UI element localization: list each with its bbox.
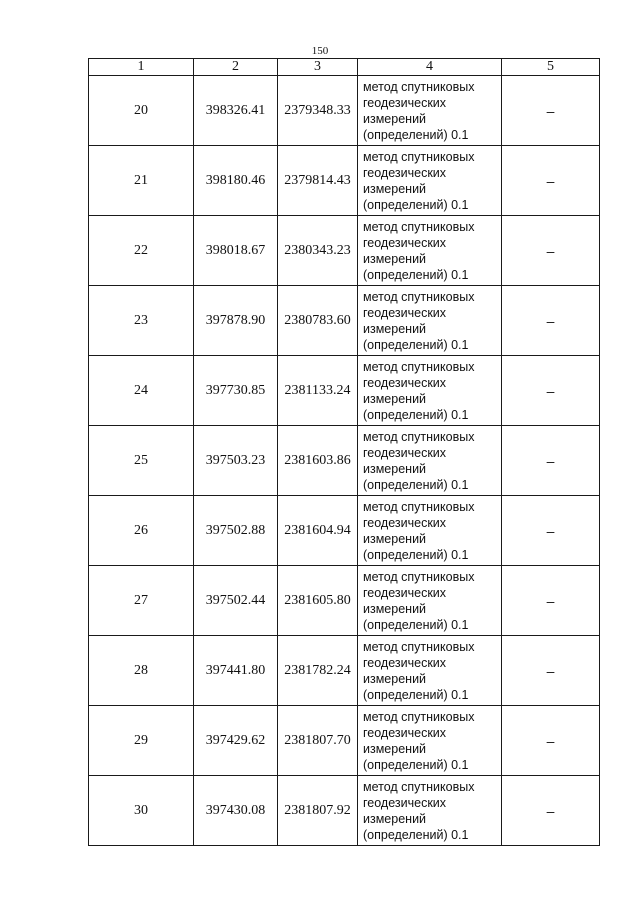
table-row bbox=[89, 356, 600, 426]
method-line: метод спутниковых bbox=[363, 219, 475, 234]
y-coordinate-cell: 2381604.94 bbox=[278, 496, 358, 566]
table-row bbox=[89, 706, 600, 776]
method-line: метод спутниковых bbox=[363, 429, 475, 444]
method-cell bbox=[358, 496, 502, 566]
table-row bbox=[89, 426, 600, 496]
method-line: измерений bbox=[363, 531, 427, 546]
method-line: (определений) 0.1 bbox=[363, 617, 469, 632]
x-coordinate-cell: 397430.08 bbox=[194, 776, 278, 846]
method-line: геодезических bbox=[363, 725, 447, 740]
column-header: 3 bbox=[278, 59, 358, 76]
method-line: геодезических bbox=[363, 795, 447, 810]
method-cell bbox=[358, 706, 502, 776]
method-cell bbox=[358, 636, 502, 706]
method-line: (определений) 0.1 bbox=[363, 127, 469, 142]
x-coordinate-cell: 397730.85 bbox=[194, 356, 278, 426]
method-line: метод спутниковых bbox=[363, 359, 475, 374]
x-coordinate-cell: 398180.46 bbox=[194, 146, 278, 216]
method-line: метод спутниковых bbox=[363, 499, 475, 514]
table-row bbox=[89, 76, 600, 146]
point-number-cell: 27 bbox=[89, 566, 194, 636]
note-cell: – bbox=[502, 356, 600, 426]
method-line: (определений) 0.1 bbox=[363, 687, 469, 702]
point-number-cell: 22 bbox=[89, 216, 194, 286]
point-number-cell: 21 bbox=[89, 146, 194, 216]
note-cell: – bbox=[502, 286, 600, 356]
y-coordinate-cell: 2379348.33 bbox=[278, 76, 358, 146]
note-cell: – bbox=[502, 636, 600, 706]
method-cell bbox=[358, 426, 502, 496]
method-cell bbox=[358, 216, 502, 286]
note-cell: – bbox=[502, 566, 600, 636]
y-coordinate-cell: 2381603.86 bbox=[278, 426, 358, 496]
note-cell: – bbox=[502, 76, 600, 146]
y-coordinate-cell: 2381605.80 bbox=[278, 566, 358, 636]
method-line: измерений bbox=[363, 321, 427, 336]
method-cell bbox=[358, 76, 502, 146]
method-line: измерений bbox=[363, 391, 427, 406]
method-cell bbox=[358, 356, 502, 426]
table-header-row bbox=[89, 59, 600, 76]
method-line: геодезических bbox=[363, 515, 447, 530]
x-coordinate-cell: 398326.41 bbox=[194, 76, 278, 146]
method-line: геодезических bbox=[363, 655, 447, 670]
method-line: измерений bbox=[363, 741, 427, 756]
method-line: (определений) 0.1 bbox=[363, 827, 469, 842]
y-coordinate-cell: 2380783.60 bbox=[278, 286, 358, 356]
method-line: (определений) 0.1 bbox=[363, 477, 469, 492]
point-number-cell: 24 bbox=[89, 356, 194, 426]
method-line: метод спутниковых bbox=[363, 289, 475, 304]
method-cell bbox=[358, 566, 502, 636]
y-coordinate-cell: 2381782.24 bbox=[278, 636, 358, 706]
point-number-cell: 25 bbox=[89, 426, 194, 496]
method-line: метод спутниковых bbox=[363, 639, 475, 654]
point-number-cell: 23 bbox=[89, 286, 194, 356]
table-row bbox=[89, 496, 600, 566]
y-coordinate-cell: 2379814.43 bbox=[278, 146, 358, 216]
table-row bbox=[89, 636, 600, 706]
method-line: геодезических bbox=[363, 165, 447, 180]
y-coordinate-cell: 2380343.23 bbox=[278, 216, 358, 286]
method-cell bbox=[358, 776, 502, 846]
y-coordinate-cell: 2381807.70 bbox=[278, 706, 358, 776]
method-line: метод спутниковых bbox=[363, 779, 475, 794]
point-number-cell: 28 bbox=[89, 636, 194, 706]
x-coordinate-cell: 397502.88 bbox=[194, 496, 278, 566]
method-line: метод спутниковых bbox=[363, 149, 475, 164]
method-line: геодезических bbox=[363, 305, 447, 320]
method-line: (определений) 0.1 bbox=[363, 267, 469, 282]
method-line: метод спутниковых bbox=[363, 709, 475, 724]
method-line: измерений bbox=[363, 251, 427, 266]
x-coordinate-cell: 397441.80 bbox=[194, 636, 278, 706]
method-line: метод спутниковых bbox=[363, 569, 475, 584]
method-line: (определений) 0.1 bbox=[363, 547, 469, 562]
table-row bbox=[89, 146, 600, 216]
point-number-cell: 20 bbox=[89, 76, 194, 146]
coordinates-table bbox=[88, 58, 600, 846]
point-number-cell: 30 bbox=[89, 776, 194, 846]
table-row bbox=[89, 776, 600, 846]
method-line: (определений) 0.1 bbox=[363, 757, 469, 772]
method-line: измерений bbox=[363, 601, 427, 616]
x-coordinate-cell: 397429.62 bbox=[194, 706, 278, 776]
column-header: 2 bbox=[194, 59, 278, 76]
table-row bbox=[89, 216, 600, 286]
y-coordinate-cell: 2381807.92 bbox=[278, 776, 358, 846]
x-coordinate-cell: 397503.23 bbox=[194, 426, 278, 496]
table-row bbox=[89, 286, 600, 356]
method-line: геодезических bbox=[363, 375, 447, 390]
page-number: 150 bbox=[311, 45, 329, 57]
note-cell: – bbox=[502, 706, 600, 776]
note-cell: – bbox=[502, 146, 600, 216]
point-number-cell: 26 bbox=[89, 496, 194, 566]
method-line: измерений bbox=[363, 461, 427, 476]
point-number-cell: 29 bbox=[89, 706, 194, 776]
column-header: 1 bbox=[89, 59, 194, 76]
y-coordinate-cell: 2381133.24 bbox=[278, 356, 358, 426]
x-coordinate-cell: 397878.90 bbox=[194, 286, 278, 356]
method-line: геодезических bbox=[363, 95, 447, 110]
method-line: (определений) 0.1 bbox=[363, 337, 469, 352]
table-body bbox=[89, 76, 600, 846]
column-header: 5 bbox=[502, 59, 600, 76]
method-line: геодезических bbox=[363, 585, 447, 600]
note-cell: – bbox=[502, 426, 600, 496]
table-row bbox=[89, 566, 600, 636]
x-coordinate-cell: 397502.44 bbox=[194, 566, 278, 636]
method-cell bbox=[358, 286, 502, 356]
method-cell bbox=[358, 146, 502, 216]
method-line: (определений) 0.1 bbox=[363, 407, 469, 422]
method-line: измерений bbox=[363, 181, 427, 196]
x-coordinate-cell: 398018.67 bbox=[194, 216, 278, 286]
method-line: измерений bbox=[363, 671, 427, 686]
note-cell: – bbox=[502, 496, 600, 566]
method-line: геодезических bbox=[363, 445, 447, 460]
method-line: измерений bbox=[363, 111, 427, 126]
method-line: (определений) 0.1 bbox=[363, 197, 469, 212]
method-line: геодезических bbox=[363, 235, 447, 250]
method-line: измерений bbox=[363, 811, 427, 826]
note-cell: – bbox=[502, 776, 600, 846]
method-line: метод спутниковых bbox=[363, 79, 475, 94]
note-cell: – bbox=[502, 216, 600, 286]
column-header: 4 bbox=[358, 59, 502, 76]
